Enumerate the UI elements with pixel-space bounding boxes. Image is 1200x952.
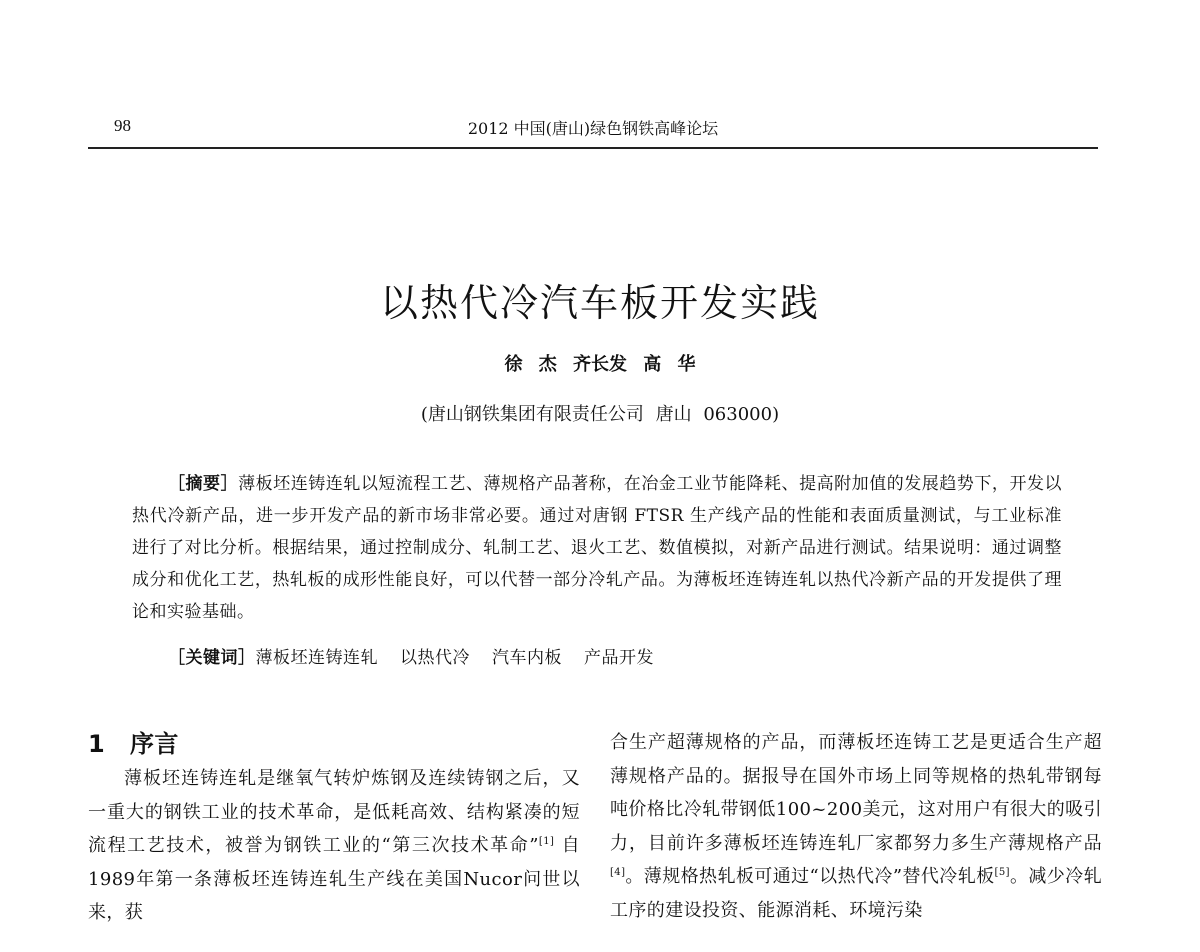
keyword: 以热代冷: [400, 648, 470, 668]
section-number: 1: [88, 730, 106, 758]
citation: [5]: [994, 867, 1010, 878]
body-paragraph: [610, 726, 1102, 927]
body-paragraph: [88, 762, 580, 930]
article-title: 以热代冷汽车板开发实践: [379, 281, 820, 325]
journal-title: 2012 中国(唐山)绿色钢铁高峰论坛: [467, 119, 719, 138]
affiliation: (唐山钢铁集团有限责任公司 唐山 063000): [420, 404, 780, 425]
section-title: 序言: [130, 730, 179, 758]
page-number: 98: [114, 116, 131, 135]
abstract-text: 薄板坯连铸连轧以短流程工艺、薄规格产品著称，在冶金工业节能降耗、提高附加值的发展趋势下，开发以热代冷新产品，进一步开发产品的新市场非常必要。通过对唐钢 FTSR 生产线产品的性能和表面质量测试，与工业标准进行了对比分析。根据结果，通过控制成分、轧制工艺、退火工艺、数值模拟，对新产品进行测试。结果说明：通过调整成分和优化工艺，热轧板的成形性能良好，可以代替一部分冷轧产品。为薄板坯连铸连轧以热代冷新产品的开发提供了理论和实验基础。: [132, 474, 1063, 622]
left-column: [88, 726, 580, 930]
right-column: [610, 726, 1102, 927]
keywords: [168, 642, 1058, 674]
keyword: 薄板坯连铸连轧: [255, 648, 378, 668]
keyword: 汽车内板: [492, 648, 562, 668]
running-head: [88, 116, 1098, 140]
abstract: [132, 468, 1062, 628]
body-text: 合生产超薄规格的产品，而薄板坯连铸工艺是更适合生产超薄规格产品的。据报导在国外市场上同等规格的热轧带钢每吨价格比冷轧带钢低100~200美元，这对用户有很大的吸引力，目前许多薄板坯连铸连轧厂家都努力多生产薄规格产品: [610, 732, 1102, 854]
keyword: 产品开发: [584, 648, 654, 668]
section-heading: [88, 726, 580, 762]
citation: [4]: [610, 867, 626, 878]
body-text: 。薄规格热轧板可通过“以热代冷”替代冷轧板: [625, 866, 995, 887]
authors: 徐 杰 齐长发 高 华: [504, 354, 696, 375]
citation: [1]: [538, 836, 555, 847]
abstract-label: ［摘要］: [168, 474, 239, 494]
body-text: 自1989年第一条薄板坯连铸连轧生产线在美国Nucor问世以来，获: [88, 835, 580, 923]
body-text: 。减少冷轧工序的建设投资、能源消耗、环境污染: [610, 866, 1103, 921]
body-text: 薄板坯连铸连轧是继氧气转炉炼钢及连续铸钢之后，又一重大的钢铁工业的技术革命，是低耗高效、结构紧凑的短流程工艺技术，被誉为钢铁工业的“第三次技术革命”: [88, 768, 580, 856]
keywords-label: ［关键词］: [168, 648, 256, 668]
header-rule: [88, 147, 1098, 149]
